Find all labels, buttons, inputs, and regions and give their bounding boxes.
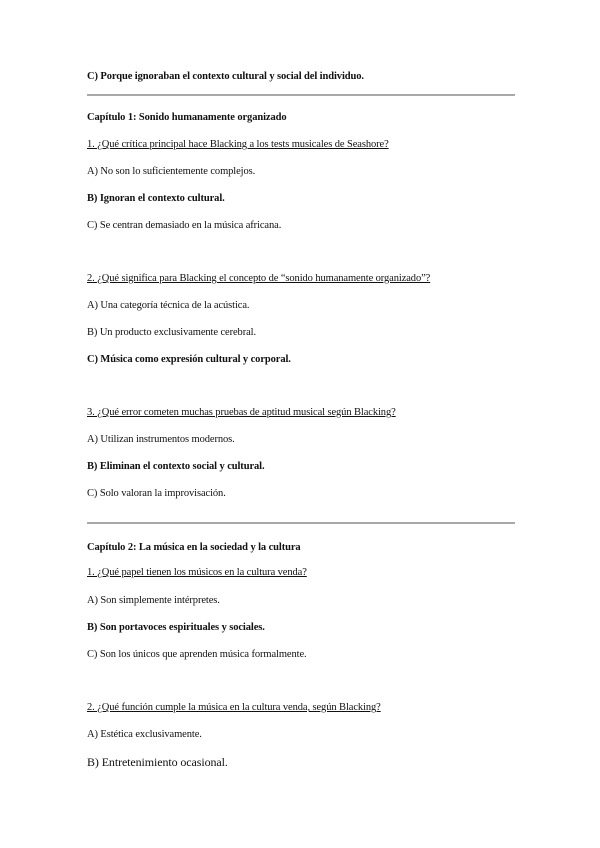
ch1-q2-question: 2. ¿Qué significa para Blacking el concepto de “sonido humanamente organizado”? xyxy=(87,273,431,284)
ch1-q3-option-c: C) Solo valoran la improvisación. xyxy=(87,488,226,499)
section-divider xyxy=(87,522,515,524)
section-divider xyxy=(87,94,515,96)
ch2-q2-option-b: B) Entretenimiento ocasional. xyxy=(87,755,228,769)
ch2-q1-question: 1. ¿Qué papel tienen los músicos en la cultura venda? xyxy=(87,567,307,578)
ch1-q2-option-b: B) Un producto exclusivamente cerebral. xyxy=(87,327,256,338)
ch2-q1-option-b: B) Son portavoces espirituales y sociales. xyxy=(87,622,265,633)
ch2-q2-option-a: A) Estética exclusivamente. xyxy=(87,729,202,740)
ch2-q1-option-a: A) Son simplemente intérpretes. xyxy=(87,595,220,606)
chapter2-title: Capítulo 2: La música en la sociedad y la cultura xyxy=(87,542,301,553)
ch1-q3-option-b: B) Eliminan el contexto social y cultural. xyxy=(87,461,265,472)
ch1-q2-option-a: A) Una categoría técnica de la acústica. xyxy=(87,300,250,311)
ch2-q1-option-c: C) Son los únicos que aprenden música formalmente. xyxy=(87,649,307,660)
ch1-q1-question: 1. ¿Qué crítica principal hace Blacking a los tests musicales de Seashore? xyxy=(87,139,389,150)
intro-answer-c: C) Porque ignoraban el contexto cultural y social del individuo. xyxy=(87,71,364,82)
ch1-q1-option-a: A) No son lo suficientemente complejos. xyxy=(87,166,256,177)
ch1-q1-option-c: C) Se centran demasiado en la música africana. xyxy=(87,220,282,231)
ch1-q3-option-a: A) Utilizan instrumentos modernos. xyxy=(87,434,235,445)
ch1-q3-question: 3. ¿Qué error cometen muchas pruebas de aptitud musical según Blacking? xyxy=(87,407,396,418)
chapter1-title: Capítulo 1: Sonido humanamente organizado xyxy=(87,112,287,123)
ch1-q2-option-c: C) Música como expresión cultural y corporal. xyxy=(87,354,291,365)
ch1-q1-option-b: B) Ignoran el contexto cultural. xyxy=(87,193,225,204)
ch2-q2-question: 2. ¿Qué función cumple la música en la cultura venda, según Blacking? xyxy=(87,702,381,713)
